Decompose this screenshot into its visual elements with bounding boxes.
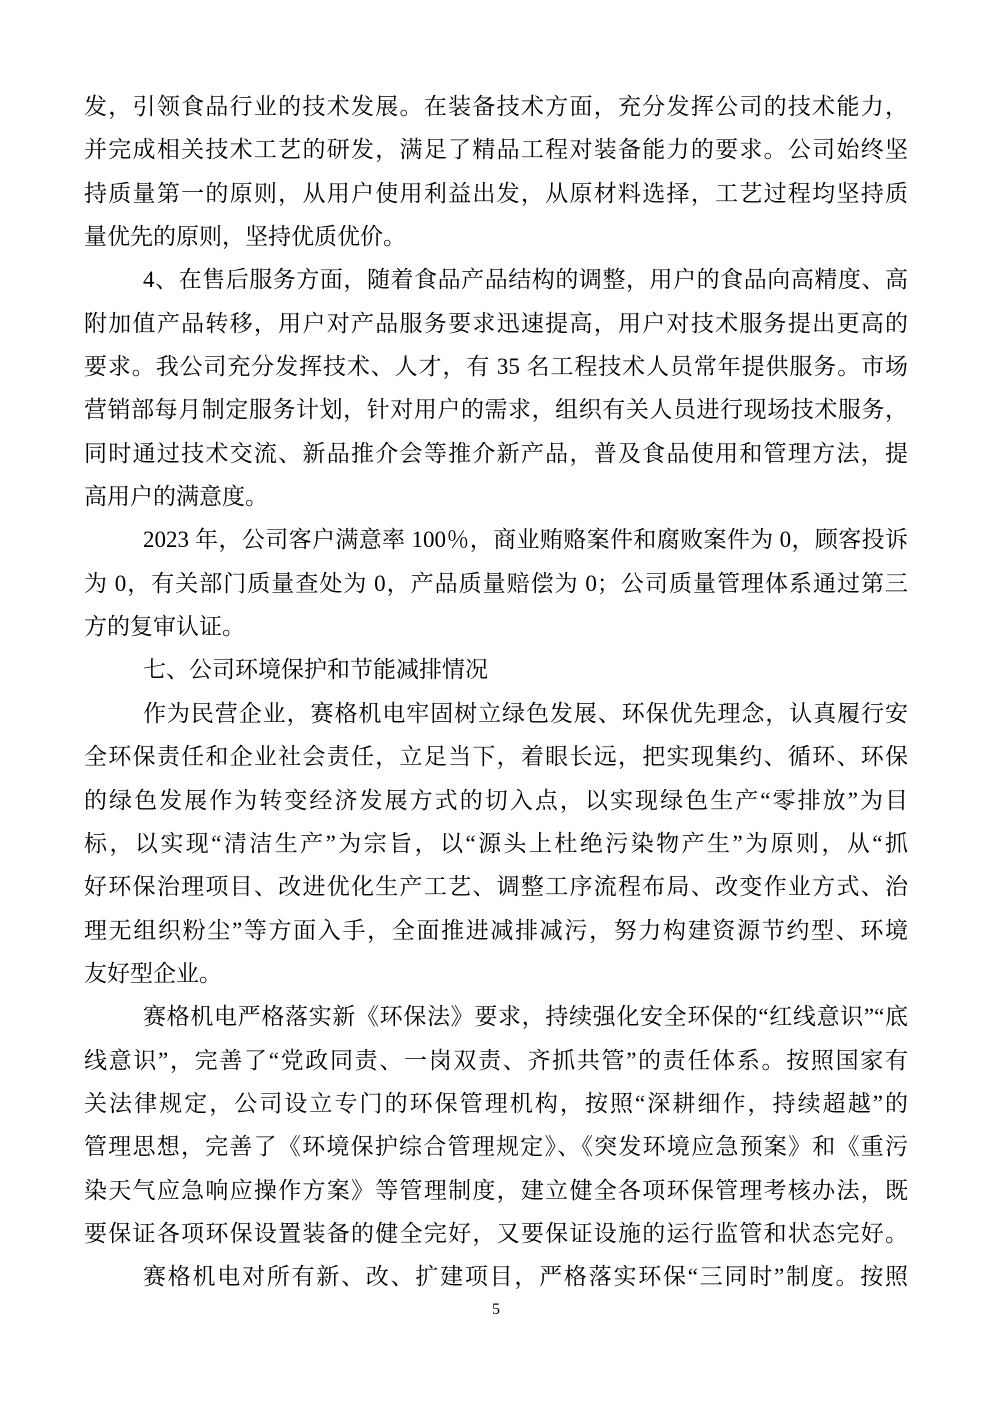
text-line: 赛格机电严格落实新《环保法》要求，持续强化安全环保的“红线意识”“底: [143, 1004, 908, 1030]
text-line: 持质量第一的原则，从用户使用利益出发，从原材料选择，工艺过程均坚持质: [84, 180, 908, 206]
text-line: 4、在售后服务方面，随着食品产品结构的调整，用户的食品向高精度、高: [143, 267, 908, 293]
heading-line: 七、公司环境保护和节能减排情况: [143, 657, 488, 683]
text-line: 同时通过技术交流、新品推介会等推介新产品，普及食品使用和管理方法，提: [84, 440, 908, 466]
paragraph-after-sales-service: [84, 258, 908, 518]
text-line: 要求。我公司充分发挥技术、人才，有 35 名工程技术人员常年提供服务。市场: [84, 354, 908, 380]
text-line: 2023 年，公司客户满意率 100％，商业贿赂案件和腐败案件为 0，顾客投诉: [143, 527, 908, 553]
text-line: 线意识”，完善了“党政同责、一岗双责、齐抓共管”的责任体系。按照国家有: [84, 1047, 908, 1073]
page-number: 5: [492, 1301, 500, 1318]
paragraph-green-development: [84, 692, 908, 995]
text-line: 好环保治理项目、改进优化生产工艺、调整工序流程布局、改变作业方式、治: [84, 874, 908, 900]
section-heading-environment: [84, 648, 908, 691]
text-line: 为 0，有关部门质量查处为 0，产品质量赔偿为 0；公司质量管理体系通过第三: [84, 570, 909, 596]
text-line: 全环保责任和企业社会责任，立足当下，着眼长远，把实现集约、循环、环保: [84, 744, 908, 770]
paragraph-customer-satisfaction: [84, 518, 908, 648]
text-line: 友好型企业。: [84, 960, 222, 986]
text-line: 标，以实现“清洁生产”为宗旨，以“源头上杜绝污染物产生”为原则，从“抓: [84, 830, 908, 856]
text-line: 关法律规定，公司设立专门的环保管理机构，按照“深耕细作，持续超越”的: [84, 1090, 908, 1116]
text-line: 的绿色发展作为转变经济发展方式的切入点，以实现绿色生产“零排放”为目: [84, 787, 908, 813]
text-line: 染天气应急响应操作方案》等管理制度，建立健全各项环保管理考核办法，既: [84, 1177, 908, 1203]
text-line: 方的复审认证。: [84, 614, 245, 640]
text-line: 营销部每月制定服务计划，针对用户的需求，组织有关人员进行现场技术服务，: [84, 397, 908, 423]
text-line: 量优先的原则，坚持优质优价。: [84, 224, 406, 250]
text-line: 要保证各项环保设置装备的健全完好，又要保证设施的运行监管和状态完好。: [84, 1220, 908, 1246]
text-line: 作为民营企业，赛格机电牢固树立绿色发展、环保优先理念，认真履行安: [143, 700, 908, 726]
paragraph-environmental-compliance: [84, 995, 908, 1255]
text-line: 理无组织粉尘”等方面入手，全面推进减排减污，努力构建资源节约型、环境: [84, 917, 908, 943]
text-line: 附加值产品转移，用户对产品服务要求迅速提高，用户对技术服务提出更高的: [84, 310, 908, 336]
text-line: 赛格机电对所有新、改、扩建项目，严格落实环保“三同时”制度。按照: [143, 1264, 908, 1290]
document-body: [84, 85, 908, 1299]
paragraph-continuation: [84, 85, 908, 258]
paragraph-three-simultaneous: [84, 1255, 908, 1298]
text-line: 并完成相关技术工艺的研发，满足了精品工程对装备能力的要求。公司始终坚: [84, 137, 908, 163]
text-line: 发，引领食品行业的技术发展。在装备技术方面，充分发挥公司的技术能力，: [84, 94, 908, 119]
text-line: 高用户的满意度。: [84, 484, 268, 510]
text-line: 管理思想，完善了《环境保护综合管理规定》、《突发环境应急预案》和《重污: [84, 1134, 908, 1160]
